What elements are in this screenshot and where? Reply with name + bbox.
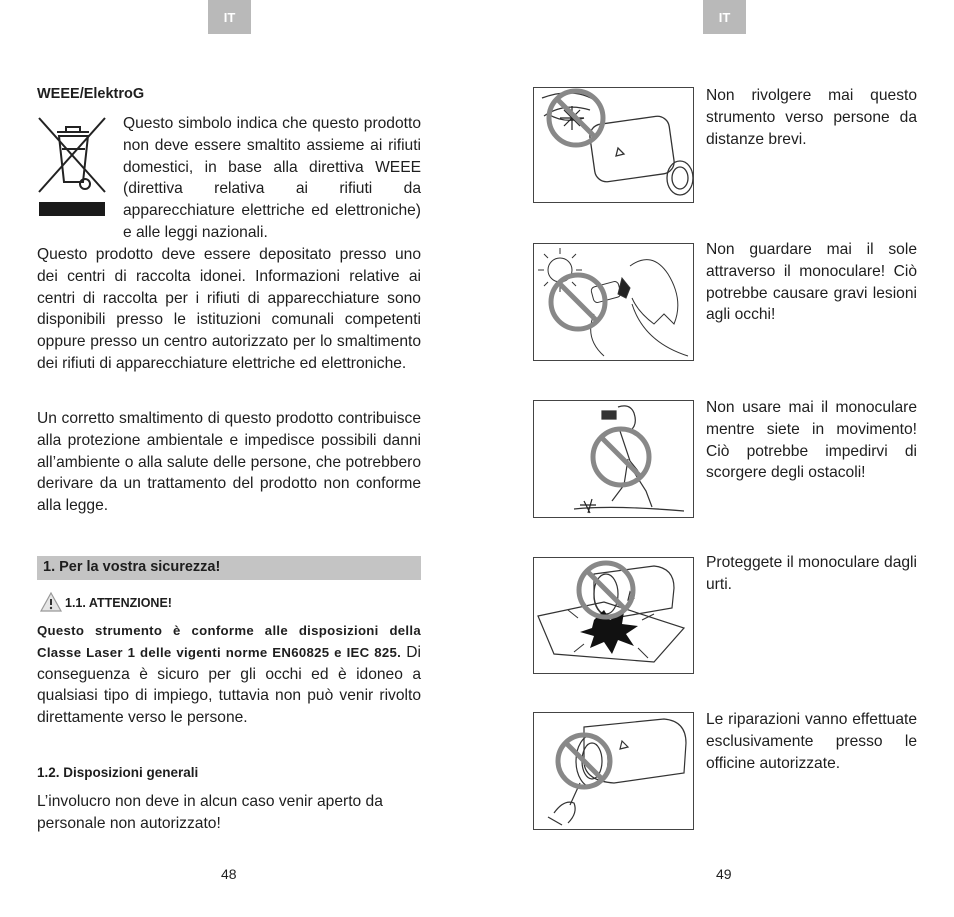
subsection-1-2-title: 1.2. Disposizioni generali: [37, 765, 199, 780]
illustration-no-use-while-moving: [533, 400, 694, 518]
crossed-out-wheeled-bin-icon: [37, 116, 107, 218]
language-tab-right: IT: [703, 0, 746, 34]
subsection-1-1-text: [37, 620, 421, 729]
warning-text-5: Le riparazioni vanno effettuate esclusivamente presso le officine autorizzate.: [706, 711, 917, 772]
illustration-protect-from-impacts: [533, 557, 694, 674]
warning-triangle-icon: [39, 591, 63, 613]
weee-heading: WEEE/ElektroG: [37, 86, 145, 102]
section-1-header: [37, 556, 421, 580]
weee-paragraph-2: Questo prodotto deve essere depositato presso uno dei centri di raccolta idonei. Informazioni relative ai centri di raccolta per i rifiuti di apparecchiature sono disponibili presso le istituzioni comunali competenti oppure presso un centro autorizzato per lo smaltimento dei rifiuti di apparecchiature elettriche ed elettroniche.: [37, 246, 421, 372]
illustration-no-looking-at-sun: [533, 243, 694, 361]
page-number-left: 48: [221, 866, 237, 882]
weee-intro-text: Questo simbolo indica che questo prodotto non deve essere smaltito assieme ai rifiuti domestici, in base alla direttiva WEEE (direttiva relativa ai rifiuti da apparecchiature elettriche ed elettroniche) e alle leggi nazionali.: [123, 115, 421, 241]
subsection-1-2-text: L’involucro non deve in alcun caso venir aperto da personale non autorizzato!: [37, 793, 383, 832]
subsection-1-1-title: 1.1. ATTENZIONE!: [65, 596, 172, 610]
language-tab-left: IT: [208, 0, 251, 34]
warning-text-3: Non usare mai il monoculare mentre siete in movimento! Ciò potrebbe impedirvi di scorgere degli ostacoli!: [706, 399, 917, 482]
illustration-no-aiming-at-people: [533, 87, 694, 203]
warning-text-4: Proteggete il monoculare dagli urti.: [706, 554, 917, 593]
section-1-title: 1. Per la vostra sicurezza!: [43, 559, 221, 575]
warning-text-1: Non rivolgere mai questo strumento verso persone da distanze brevi.: [706, 87, 917, 148]
page-number-right: 49: [716, 866, 732, 882]
weee-paragraph-3: Un corretto smaltimento di questo prodotto contribuisce alla protezione ambientale e impedisce possibili danni all’ambiente o alla salute delle persone, che potrebbero derivare da un trattamento del prodotto non conforme alla legge.: [37, 410, 421, 515]
illustration-authorized-repairs-only: [533, 712, 694, 830]
laser-class-statement: Questo strumento è conforme alle disposizioni della Classe Laser 1 delle vigenti norme EN60825 e IEC 825.: [37, 623, 421, 660]
warning-text-2: Non guardare mai il sole attraverso il monoculare! Ciò potrebbe causare gravi lesioni agli occhi!: [706, 241, 917, 324]
laser-safety-text: Di conseguenza è sicuro per gli occhi ed è idoneo a qualsiasi tipo di impiego, tuttavia non può venir rivolto direttamente verso le persone.: [37, 643, 421, 727]
